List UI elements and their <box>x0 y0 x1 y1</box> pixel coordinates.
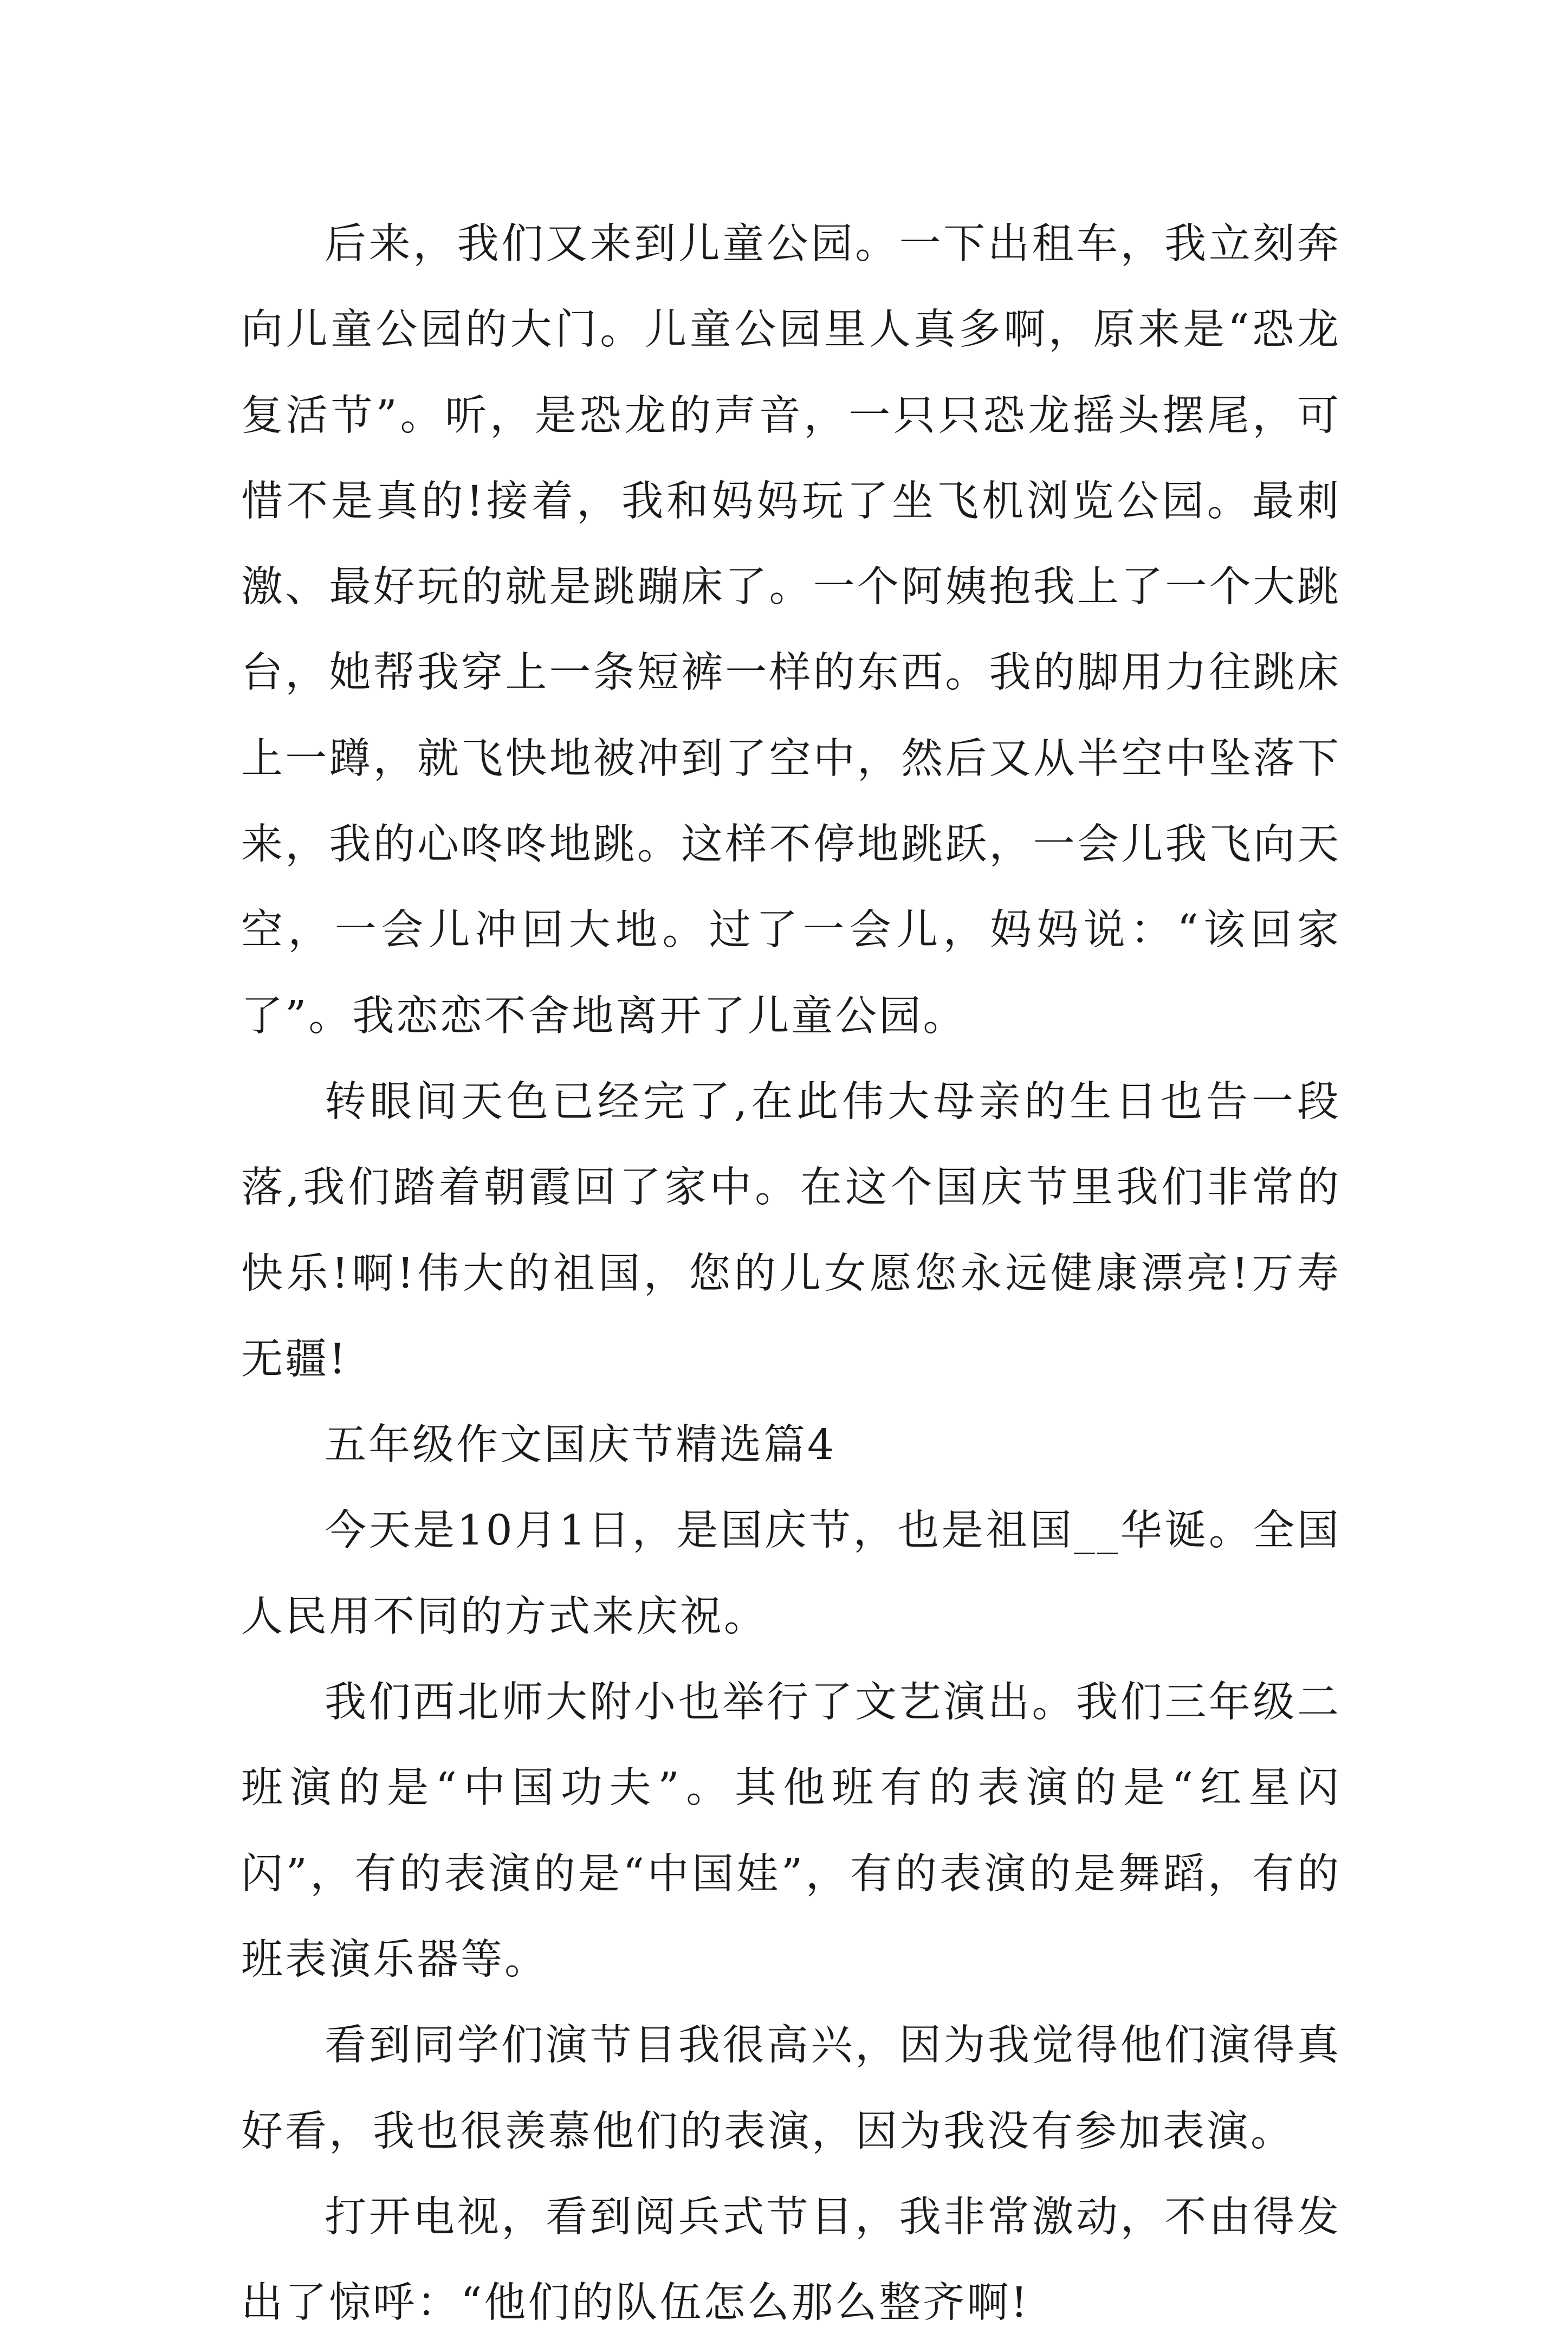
paragraph-park-visit: 后来，我们又来到儿童公园。一下出租车，我立刻奔向儿童公园的大门。儿童公园里人真多啊，原来是“恐龙复活节”。听，是恐龙的声音，一只只恐龙摇头摆尾，可惜不是真的!接着，我和妈妈玩了坐飞机浏览公园。最刺激、最好玩的就是跳蹦床了。一个阿姨抱我上了一个大跳台，她帮我穿上一条短裤一样的东西。我的脚用力往跳床上一蹲，就飞快地被冲到了空中，然后又从半空中坠落下来，我的心咚咚地跳。这样不停地跳跃，一会儿我飞向天空，一会儿冲回大地。过了一会儿，妈妈说：“该回家了”。我恋恋不舍地离开了儿童公园。 <box>241 220 1341 1040</box>
paragraph-watching-show: 看到同学们演节目我很高兴，因为我觉得他们演得真好看，我也很羡慕他们的表演，因为我没有参加表演。 <box>241 2021 1341 2156</box>
document-body <box>241 202 1341 2346</box>
paragraph-military-parade: 打开电视，看到阅兵式节目，我非常激动，不由得发出了惊呼：“他们的队伍怎么那么整齐啊! <box>241 2193 1341 2328</box>
paragraph-evening-return: 转眼间天色已经完了,在此伟大母亲的生日也告一段落,我们踏着朝霞回了家中。在这个国庆节里我们非常的快乐!啊!伟大的祖国，您的儿女愿您永远健康漂亮!万寿无疆! <box>241 1077 1341 1384</box>
paragraph-school-performance: 我们西北师大附小也举行了文艺演出。我们三年级二班演的是“中国功夫”。其他班有的表演的是“红星闪闪”，有的表演的是“中国娃”，有的表演的是舞蹈，有的班表演乐器等。 <box>241 1678 1341 1984</box>
section-heading: 五年级作文国庆节精选篇4 <box>325 1421 836 1470</box>
paragraph-national-day: 今天是10月1日，是国庆节，也是祖国__华诞。全国人民用不同的方式来庆祝。 <box>241 1507 1341 1641</box>
